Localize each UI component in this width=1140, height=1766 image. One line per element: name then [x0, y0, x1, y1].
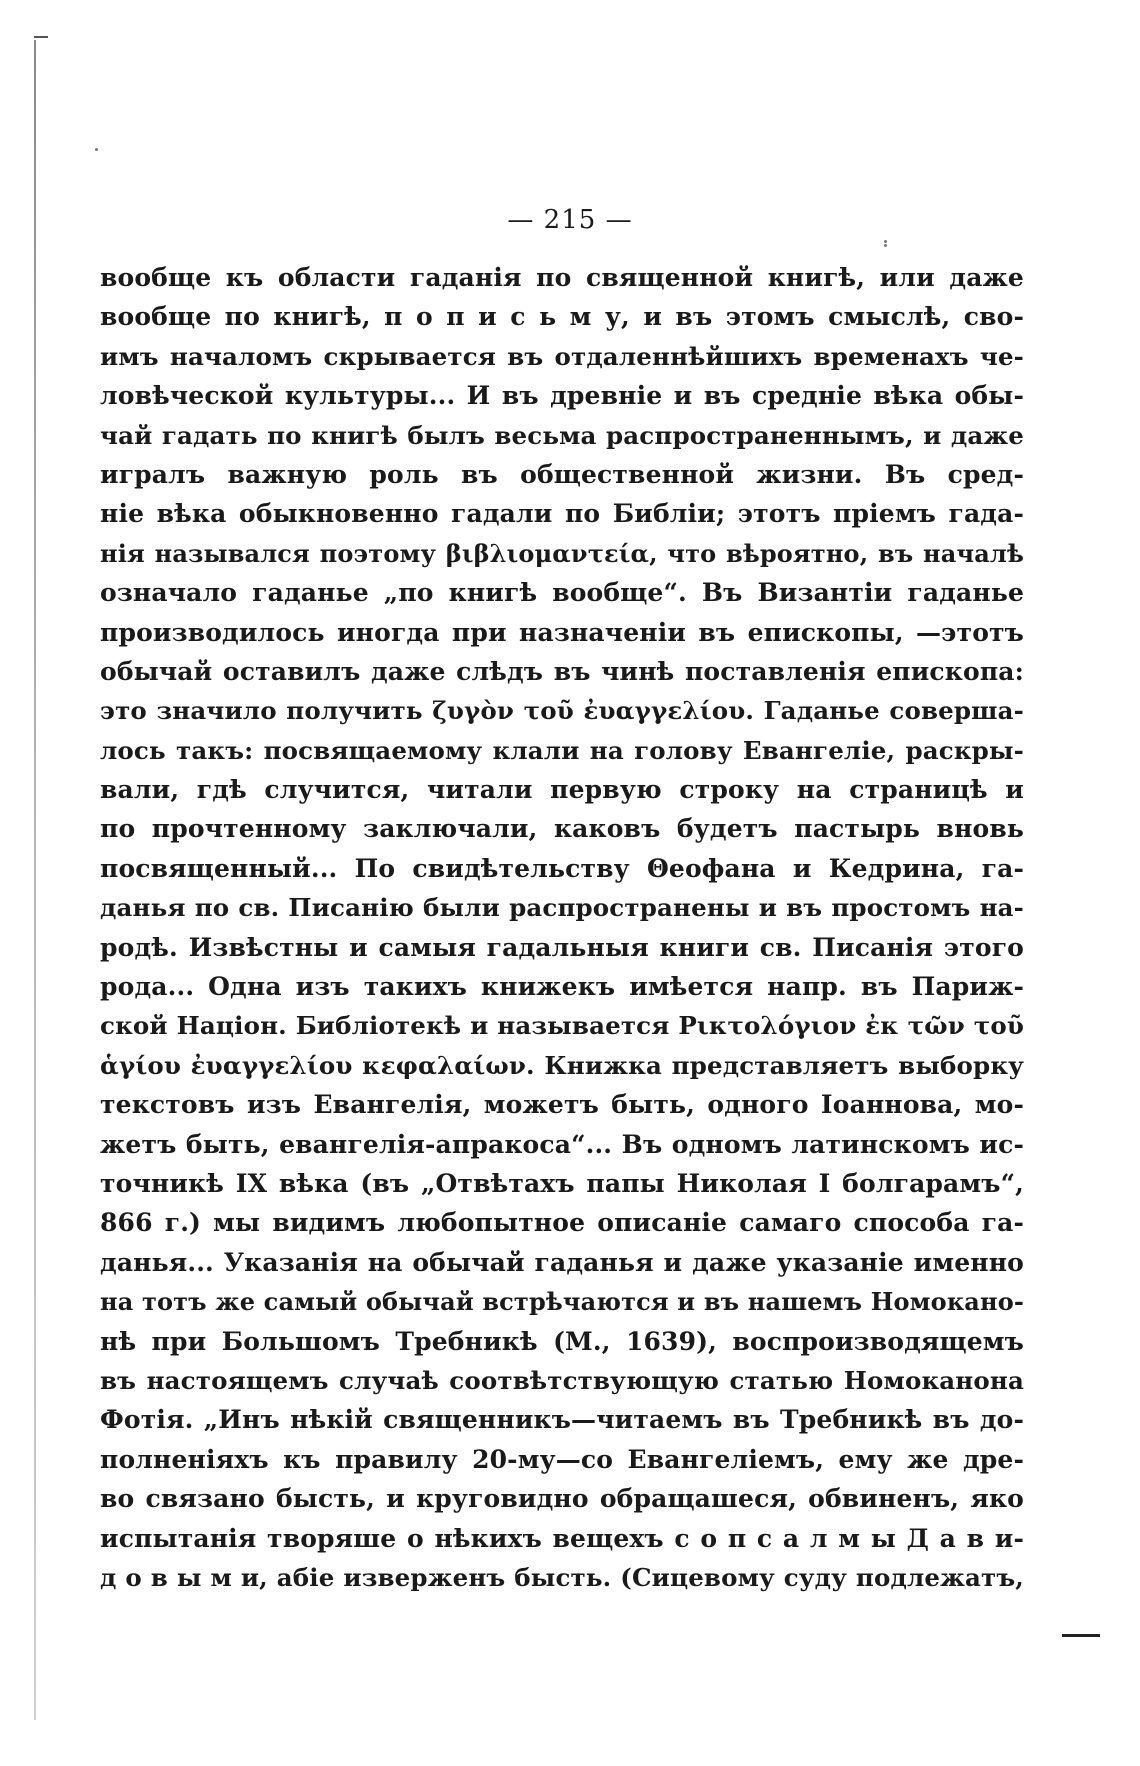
text-line: вообще по книгѣ, п о п и с ь м у, и въ этомъ смыслѣ, сво- [100, 302, 1024, 332]
text-line: нѣ при Большомъ Требникѣ (М., 1639), воспроизводящемъ [100, 1326, 1024, 1356]
text-line: ловѣческой культуры... И въ древніе и въ средніе вѣка обы- [100, 381, 1024, 411]
text-line: вообще къ области гаданія по священной книгѣ, или даже [100, 263, 1024, 292]
text-line: посвященный... По свидѣтельству Θеофана и Кедрина, га- [100, 853, 1024, 883]
text-line: лось такъ: посвящаемому клали на голову Евангеліе, раскры- [100, 735, 1024, 765]
text-line: въ настоящемъ случаѣ соотвѣтствующую статью Номоканона [100, 1365, 1024, 1395]
text-line: 866 г.) мы видимъ любопытное описаніе самаго способа га- [100, 1208, 1024, 1238]
text-line: на тотъ же самый обычай встрѣчаются и въ нашемъ Номокано- [100, 1287, 1024, 1317]
text-line: полненіяхъ къ правилу 20-му—со Евангеліемъ, ему же дре- [100, 1444, 1024, 1474]
text-line: ніе вѣка обыкновенно гадали по Библіи; этотъ пріемъ гада- [100, 499, 1024, 529]
text-line: Фотія. „Инъ нѣкій священникъ—читаемъ въ Требникѣ въ до- [100, 1405, 1024, 1435]
text-line: чай гадать по книгѣ былъ весьма распространеннымъ, и даже [100, 420, 1024, 450]
text-line: данья по св. Писанію были распространены и въ простомъ на- [100, 893, 1024, 923]
text-line: данья... Указанія на обычай гаданья и даже указаніе именно [100, 1247, 1024, 1277]
text-line: производилось иногда при назначеніи въ епископы, —этотъ [100, 617, 1024, 647]
text-line: рода... Одна изъ такихъ книжекъ имѣется напр. въ Париж- [100, 972, 1024, 1002]
text-line: текстовъ изъ Евангелія, можетъ быть, одного Іоаннова, мо- [100, 1090, 1024, 1120]
text-line: это значило получить ζυγὸν τοῦ ἐυαγγελίου. Гаданье соверша- [100, 696, 1024, 726]
text-line: ской Націон. Библіотекѣ и называется Ρικτολόγιον ἐκ τῶν τοῦ [100, 1011, 1024, 1041]
text-line: обычай оставилъ даже слѣдъ въ чинѣ поставленія епископа: [100, 656, 1024, 686]
body-text [100, 258, 1024, 1597]
scan-speck [95, 148, 98, 151]
text-line: д о в ы м и, абіе изверженъ бысть. (Сицевому суду подлежатъ, [100, 1562, 1024, 1592]
page-number: — 215 — [507, 205, 633, 235]
scan-edge-corner [34, 36, 48, 38]
text-line: испытанія творяше о нѣкихъ вещехъ с о п с а л м ы Д а в и- [100, 1523, 1024, 1553]
text-line: точникѣ IX вѣка (въ „Отвѣтахъ папы Николая I болгарамъ“, [100, 1168, 1024, 1198]
text-line: означало гаданье „по книгѣ вообще“. Въ Византіи гаданье [100, 578, 1024, 608]
scan-speck [884, 244, 887, 247]
text-line: игралъ важную роль въ общественной жизни. Въ сред- [100, 459, 1024, 489]
text-line: жетъ быть, евангелія-апракоса“... Въ одномъ латинскомъ ис- [100, 1129, 1024, 1159]
text-line: во связано бысть, и круговидно обращашеся, обвиненъ, яко [100, 1484, 1024, 1514]
text-line: родѣ. Извѣстны и самыя гадальныя книги св. Писанія этого [100, 932, 1024, 962]
scan-speck [884, 240, 887, 243]
scan-edge-left [34, 40, 36, 1720]
text-line: вали, гдѣ случится, читали первую строку на страницѣ и [100, 775, 1024, 805]
text-line: ἁγίου ἐυαγγελίου κεφαλαίων. Книжка представляетъ выборку [100, 1050, 1024, 1080]
text-line: имъ началомъ скрывается въ отдаленнѣйшихъ временахъ че- [100, 341, 1024, 371]
text-line: по прочтенному заключали, каковъ будетъ пастырь вновь [100, 814, 1024, 844]
text-line: нія назывался поэтому βιβλιομαντεία, что вѣроятно, въ началѣ [100, 538, 1024, 568]
scan-mark [1062, 1634, 1100, 1637]
